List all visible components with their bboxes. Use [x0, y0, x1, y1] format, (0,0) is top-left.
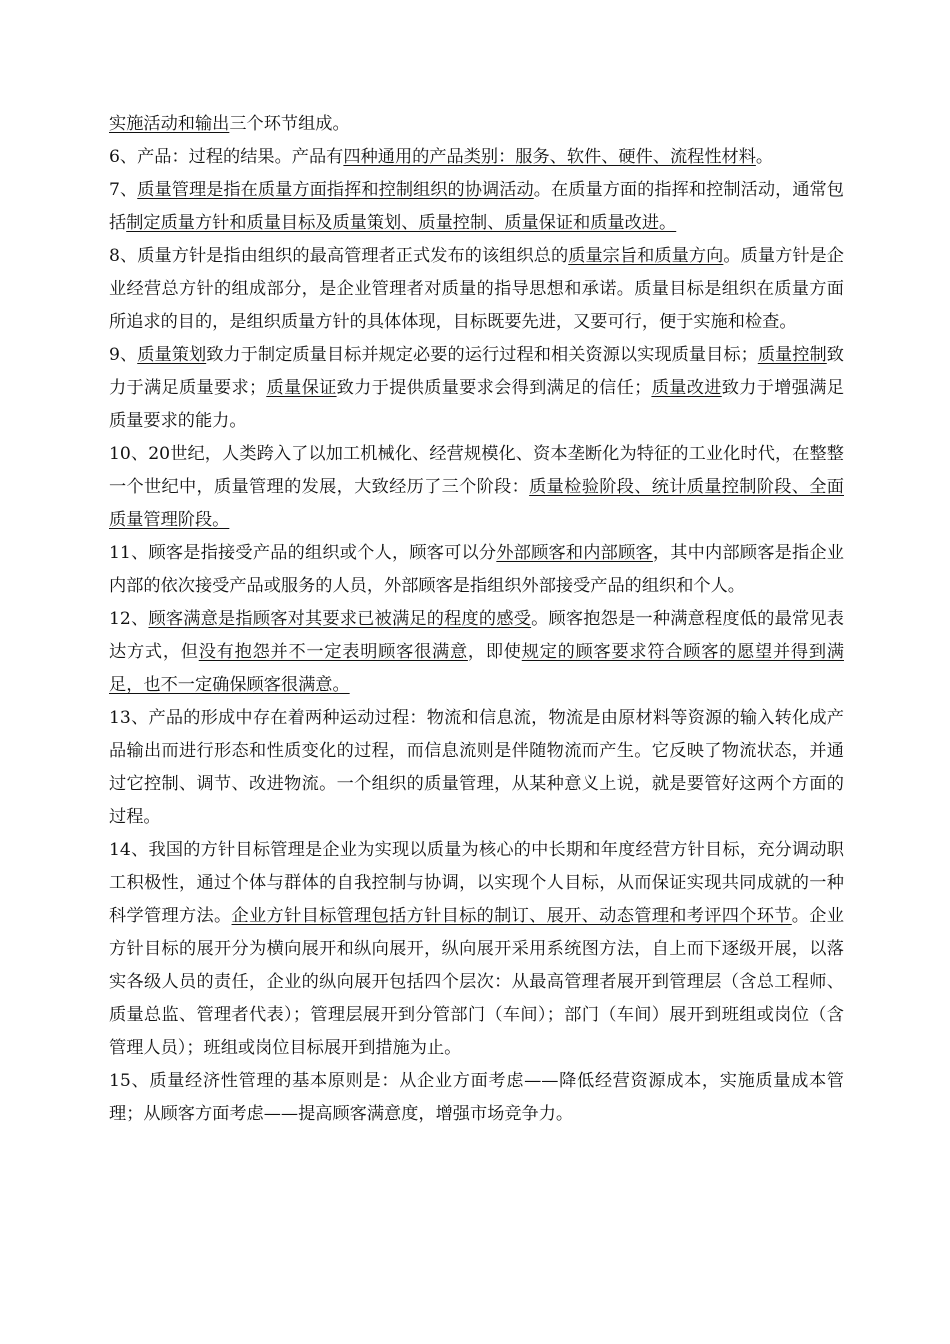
text-run: 致力于提供质量要求会得到满足的信任；	[336, 378, 652, 398]
underlined-text: 四种通用的产品类别：服务、软件、硬件、流程性材料	[343, 147, 756, 167]
text-run: 9、	[109, 345, 138, 365]
underlined-text: 质量管理是指在质量方面指挥和控制组织的协调活动	[137, 180, 534, 200]
text-run: 三个环节组成。	[229, 114, 350, 134]
underlined-text: 质量改进	[651, 378, 722, 398]
underlined-text: 质量策划	[137, 345, 207, 365]
text-run: 。质量方针是企业经营总方针的组成部分，是企业管理者对质量的指导思想和承诺。质量目标是组织在质量方面所追求的目的，是组织质量方针的具体体现，目标既要先进，又要可行，便于实施和检查。	[109, 246, 844, 332]
paragraph-9	[109, 834, 844, 1065]
text-run: 7、	[109, 180, 138, 200]
text-run: 12、	[109, 609, 149, 629]
text-run: 致力于增强满足质量要求的能力。	[109, 378, 844, 431]
text-run: 。企业方针目标的展开分为横向展开和纵向展开，纵向展开采用系统图方法，自上而下逐级开展，以落实各级人员的责任，企业的纵向展开包括四个层次：从最高管理者展开到管理层（含总工程师、质量总监、管理者代表）；管理层展开到分管部门（车间）；部门（车间）展开到班组或岗位（含管理人员）；班组或岗位目标展开到措施为止。	[109, 906, 844, 1058]
paragraph-10	[109, 1065, 844, 1131]
underlined-text: 实施活动和输出	[109, 114, 230, 134]
paragraph-3	[109, 240, 844, 339]
text-run: 11、顾客是指接受产品的组织或个人，顾客可以分	[109, 543, 497, 563]
text-run: 致力于制定质量目标并规定必要的运行过程和相关资源以实现质量目标；	[206, 345, 758, 365]
text-run: 。顾客抱怨是一种满意程度低的最常见表达方式，但	[109, 609, 844, 662]
text-run: 15、质量经济性管理的基本原则是：从企业方面考虑——降低经营资源成本，实施质量成本管理；从顾客方面考虑——提高顾客满意度，增强市场竞争力。	[109, 1071, 844, 1124]
text-run: 致力于满足质量要求；	[109, 345, 844, 398]
underlined-text: 外部顾客和内部顾客	[496, 543, 653, 563]
underlined-text: 质量宗旨和质量方向	[568, 246, 724, 266]
text-run: 8、质量方针是指由组织的最高管理者正式发布的该组织总的	[109, 246, 569, 266]
underlined-text: 质量保证	[266, 378, 337, 398]
paragraph-5	[109, 438, 844, 537]
document-body	[109, 108, 844, 1131]
text-run: 。在质量方面的指挥和控制活动，通常包括	[109, 180, 844, 233]
paragraph-4	[109, 339, 844, 438]
text-run: ，其中内部顾客是指企业内部的依次接受产品或服务的人员，外部顾客是指组织外部接受产品的组织和个人。	[109, 543, 844, 596]
paragraph-2	[109, 174, 844, 240]
paragraph-7	[109, 603, 844, 702]
text-run: 14、我国的方针目标管理是企业为实现以质量为核心的中长期和年度经营方针目标，充分调动职工积极性，通过个体与群体的自我控制与协调，以实现个人目标，从而保证实现共同成就的一种科学管理方法。	[109, 840, 844, 926]
underlined-text: 企业方针目标管理包括方针目标的制订、展开、动态管理和考评四个环节	[231, 906, 792, 926]
text-run: 13、产品的形成中存在着两种运动过程：物流和信息流，物流是由原材料等资源的输入转化成产品输出而进行形态和性质变化的过程，而信息流则是伴随物流而产生。它反映了物流状态，并通过它控制、调节、改进物流。一个组织的质量管理，从某种意义上说，就是要管好这两个方面的过程。	[109, 708, 844, 827]
paragraph-8	[109, 702, 844, 834]
underlined-text: 规定的顾客要求符合顾客的愿望并得到满足，也不一定确保顾客很满意。	[109, 642, 844, 695]
underlined-text: 质量检验阶段、统计质量控制阶段、全面质量管理阶段。	[109, 477, 844, 530]
text-run: 10、20世纪，人类跨入了以加工机械化、经营规模化、资本垄断化为特征的工业化时代，在整整一个世纪中，质量管理的发展，大致经历了三个阶段：	[109, 444, 844, 497]
paragraph-6	[109, 537, 844, 603]
underlined-text: 没有抱怨并不一定表明顾客很满意	[198, 642, 468, 662]
underlined-text: 制定质量方针和质量目标及质量策划、质量控制、质量保证和质量改进。	[126, 213, 677, 233]
paragraph-0	[109, 108, 844, 141]
paragraph-1	[109, 141, 844, 174]
underlined-text: 质量控制	[757, 345, 827, 365]
text-run: 6、产品：过程的结果。产品有	[109, 147, 344, 167]
underlined-text: 顾客满意是指顾客对其要求已被满足的程度的感受	[148, 609, 532, 629]
text-run: 。	[755, 147, 774, 167]
text-run: ，即使	[467, 642, 522, 662]
